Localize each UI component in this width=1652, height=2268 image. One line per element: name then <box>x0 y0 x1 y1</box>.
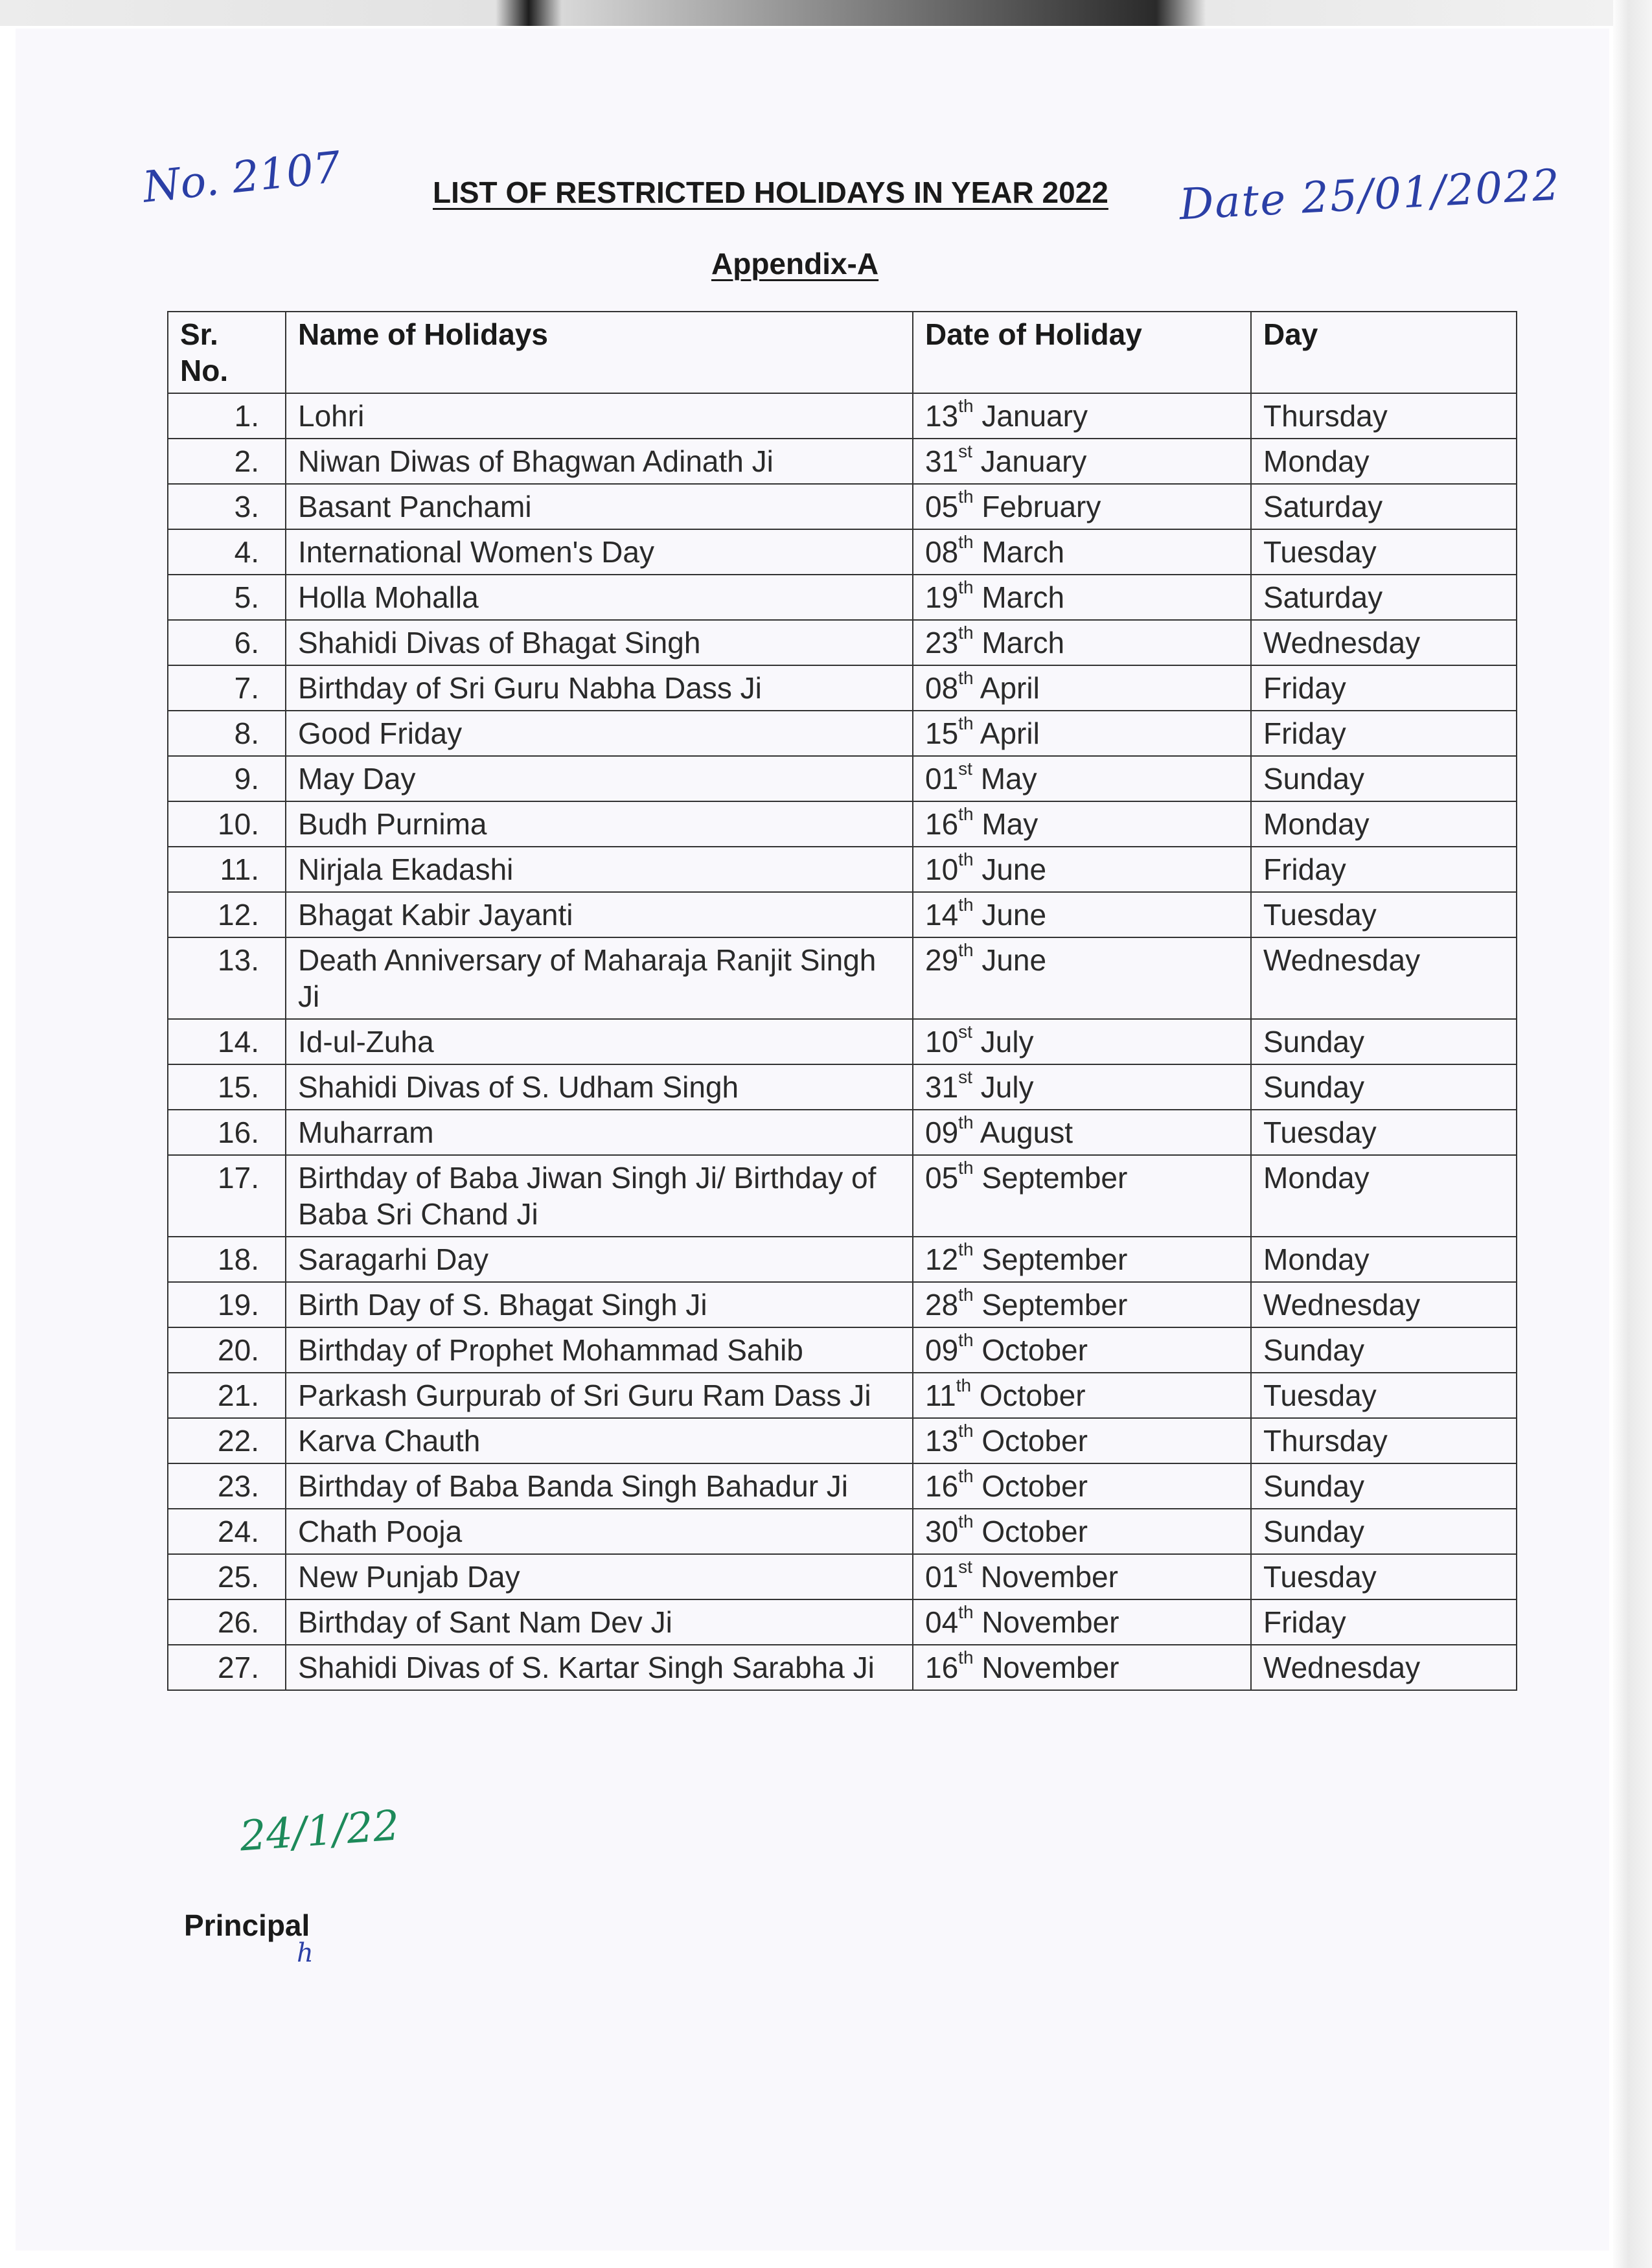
cell-sr-no: 5. <box>168 575 286 620</box>
cell-sr-no: 12. <box>168 892 286 937</box>
cell-holiday-name: May Day <box>286 756 913 801</box>
cell-holiday-name: Budh Purnima <box>286 801 913 847</box>
date-number: 15 <box>925 716 959 750</box>
cell-sr-no: 2. <box>168 439 286 484</box>
table-row <box>168 1463 1517 1509</box>
cell-sr-no: 10. <box>168 801 286 847</box>
date-month: July <box>980 1070 1034 1104</box>
cell-day: Saturday <box>1251 575 1517 620</box>
table-row <box>168 1110 1517 1155</box>
date-month: April <box>980 671 1040 705</box>
cell-sr-no: 19. <box>168 1282 286 1327</box>
cell-sr-no: 18. <box>168 1237 286 1282</box>
date-ordinal-suffix: th <box>958 1330 974 1350</box>
cell-holiday-name: Birth Day of S. Bhagat Singh Ji <box>286 1282 913 1327</box>
date-number: 23 <box>925 626 959 659</box>
date-number: 12 <box>925 1243 959 1276</box>
date-number: 05 <box>925 1161 959 1195</box>
cell-day: Tuesday <box>1251 529 1517 575</box>
cell-day: Friday <box>1251 1599 1517 1645</box>
date-month: June <box>981 898 1047 932</box>
cell-holiday-name: Nirjala Ekadashi <box>286 847 913 892</box>
cell-holiday-name: Shahidi Divas of S. Udham Singh <box>286 1064 913 1110</box>
cell-day: Tuesday <box>1251 1554 1517 1599</box>
date-ordinal-suffix: th <box>958 1602 974 1622</box>
date-month: September <box>981 1243 1128 1276</box>
date-number: 01 <box>925 1560 959 1594</box>
table-row <box>168 937 1517 1019</box>
date-month: October <box>981 1333 1088 1367</box>
table-row <box>168 711 1517 756</box>
cell-holiday-name: Shahidi Divas of Bhagat Singh <box>286 620 913 665</box>
date-ordinal-suffix: th <box>958 1158 974 1178</box>
cell-sr-no: 6. <box>168 620 286 665</box>
document-title: LIST OF RESTRICTED HOLIDAYS IN YEAR 2022 <box>433 176 1108 209</box>
cell-holiday-name: Birthday of Baba Banda Singh Bahadur Ji <box>286 1463 913 1509</box>
date-ordinal-suffix: th <box>958 940 974 960</box>
date-ordinal-suffix: th <box>958 1421 974 1441</box>
cell-holiday-name: Holla Mohalla <box>286 575 913 620</box>
cell-day: Monday <box>1251 1155 1517 1237</box>
date-month: May <box>980 762 1037 796</box>
cell-holiday-name: Chath Pooja <box>286 1509 913 1554</box>
cell-date <box>913 1645 1251 1690</box>
cell-holiday-name: Good Friday <box>286 711 913 756</box>
handwritten-date: Date 25/01/2022 <box>1178 159 1562 230</box>
date-number: 29 <box>925 943 959 977</box>
header-day: Day <box>1251 312 1517 393</box>
date-month: June <box>981 943 1047 977</box>
table-row <box>168 756 1517 801</box>
cell-date <box>913 484 1251 529</box>
cell-day: Wednesday <box>1251 937 1517 1019</box>
cell-sr-no: 23. <box>168 1463 286 1509</box>
cell-date <box>913 1599 1251 1645</box>
date-ordinal-suffix: th <box>958 487 974 507</box>
handwritten-reference-no: No. 2107 <box>140 142 343 212</box>
table-row <box>168 1509 1517 1554</box>
cell-sr-no: 27. <box>168 1645 286 1690</box>
cell-date <box>913 1418 1251 1463</box>
date-ordinal-suffix: st <box>958 759 972 779</box>
table-row <box>168 1019 1517 1064</box>
date-number: 13 <box>925 399 959 433</box>
date-ordinal-suffix: th <box>958 532 974 552</box>
date-month: August <box>980 1116 1073 1149</box>
table-body <box>168 393 1517 1690</box>
cell-sr-no: 11. <box>168 847 286 892</box>
date-ordinal-suffix: th <box>958 849 974 869</box>
header-sr-no: Sr. No. <box>168 312 286 393</box>
cell-date <box>913 892 1251 937</box>
cell-holiday-name: Birthday of Baba Jiwan Singh Ji/ Birthday of Baba Sri Chand Ji <box>286 1155 913 1237</box>
cell-holiday-name: Saragarhi Day <box>286 1237 913 1282</box>
table-row <box>168 892 1517 937</box>
table-row <box>168 1373 1517 1418</box>
cell-sr-no: 14. <box>168 1019 286 1064</box>
date-number: 09 <box>925 1333 959 1367</box>
cell-date <box>913 393 1251 439</box>
table-row <box>168 1554 1517 1599</box>
cell-sr-no: 26. <box>168 1599 286 1645</box>
cell-day: Sunday <box>1251 1509 1517 1554</box>
table-row <box>168 665 1517 711</box>
cell-day: Friday <box>1251 665 1517 711</box>
header-date: Date of Holiday <box>913 312 1251 393</box>
date-month: March <box>981 626 1065 659</box>
scanner-edge-top <box>0 0 1652 26</box>
date-number: 16 <box>925 1469 959 1503</box>
date-month: July <box>980 1025 1034 1059</box>
table-row <box>168 620 1517 665</box>
cell-date <box>913 801 1251 847</box>
cell-holiday-name: Muharram <box>286 1110 913 1155</box>
date-number: 30 <box>925 1515 959 1548</box>
date-number: 09 <box>925 1116 959 1149</box>
cell-holiday-name: Basant Panchami <box>286 484 913 529</box>
date-ordinal-suffix: th <box>958 1511 974 1531</box>
cell-date <box>913 1110 1251 1155</box>
cell-day: Sunday <box>1251 756 1517 801</box>
date-number: 31 <box>925 444 959 478</box>
cell-date <box>913 1463 1251 1509</box>
date-number: 05 <box>925 490 959 523</box>
handwritten-initial: h <box>297 1938 314 1968</box>
date-ordinal-suffix: st <box>958 1067 972 1087</box>
scanner-edge-right <box>1613 0 1652 2268</box>
table-header-row <box>168 312 1517 393</box>
cell-date <box>913 1327 1251 1373</box>
date-ordinal-suffix: st <box>958 1557 972 1577</box>
cell-sr-no: 16. <box>168 1110 286 1155</box>
date-number: 11 <box>925 1379 956 1412</box>
date-number: 14 <box>925 898 959 932</box>
date-ordinal-suffix: th <box>956 1375 972 1395</box>
cell-day: Monday <box>1251 801 1517 847</box>
table-row <box>168 801 1517 847</box>
date-ordinal-suffix: th <box>958 1239 974 1259</box>
cell-holiday-name: Id-ul-Zuha <box>286 1019 913 1064</box>
cell-sr-no: 9. <box>168 756 286 801</box>
date-ordinal-suffix: st <box>958 441 972 461</box>
cell-day: Sunday <box>1251 1064 1517 1110</box>
cell-date <box>913 439 1251 484</box>
cell-date <box>913 937 1251 1019</box>
date-number: 28 <box>925 1288 959 1322</box>
cell-day: Tuesday <box>1251 1110 1517 1155</box>
signatory-label: Principal <box>184 1908 310 1942</box>
table-row <box>168 1237 1517 1282</box>
cell-day: Thursday <box>1251 393 1517 439</box>
table-row <box>168 1418 1517 1463</box>
cell-holiday-name: Birthday of Sri Guru Nabha Dass Ji <box>286 665 913 711</box>
table-row <box>168 1064 1517 1110</box>
date-number: 04 <box>925 1605 959 1639</box>
cell-date <box>913 1237 1251 1282</box>
date-number: 01 <box>925 762 959 796</box>
table-row <box>168 575 1517 620</box>
cell-day: Wednesday <box>1251 1282 1517 1327</box>
cell-sr-no: 4. <box>168 529 286 575</box>
cell-day: Wednesday <box>1251 620 1517 665</box>
date-month: February <box>981 490 1101 523</box>
date-month: May <box>981 807 1038 841</box>
date-month: June <box>981 853 1047 886</box>
date-ordinal-suffix: th <box>958 1466 974 1486</box>
cell-day: Monday <box>1251 439 1517 484</box>
cell-holiday-name: Shahidi Divas of S. Kartar Singh Sarabha Ji <box>286 1645 913 1690</box>
cell-holiday-name: Bhagat Kabir Jayanti <box>286 892 913 937</box>
cell-sr-no: 15. <box>168 1064 286 1110</box>
cell-holiday-name: New Punjab Day <box>286 1554 913 1599</box>
date-month: April <box>980 716 1040 750</box>
cell-day: Sunday <box>1251 1019 1517 1064</box>
cell-day: Tuesday <box>1251 1373 1517 1418</box>
date-month: November <box>981 1605 1119 1639</box>
cell-sr-no: 17. <box>168 1155 286 1237</box>
cell-day: Friday <box>1251 711 1517 756</box>
date-month: November <box>980 1560 1118 1594</box>
cell-day: Wednesday <box>1251 1645 1517 1690</box>
cell-date <box>913 1282 1251 1327</box>
cell-holiday-name: Birthday of Sant Nam Dev Ji <box>286 1599 913 1645</box>
cell-date <box>913 665 1251 711</box>
date-ordinal-suffix: th <box>958 577 974 597</box>
cell-sr-no: 22. <box>168 1418 286 1463</box>
table-row <box>168 847 1517 892</box>
holidays-table <box>167 311 1517 1691</box>
cell-date <box>913 1554 1251 1599</box>
date-number: 16 <box>925 1651 959 1684</box>
cell-date <box>913 575 1251 620</box>
handwritten-signature: 24/1/22 <box>238 1802 401 1861</box>
cell-day: Sunday <box>1251 1327 1517 1373</box>
cell-sr-no: 25. <box>168 1554 286 1599</box>
date-month: March <box>981 535 1065 569</box>
cell-holiday-name: Birthday of Prophet Mohammad Sahib <box>286 1327 913 1373</box>
date-month: November <box>981 1651 1119 1684</box>
date-number: 10 <box>925 1025 959 1059</box>
date-ordinal-suffix: th <box>958 668 974 688</box>
date-number: 08 <box>925 535 959 569</box>
table-row <box>168 1155 1517 1237</box>
cell-holiday-name: International Women's Day <box>286 529 913 575</box>
date-month: October <box>981 1424 1088 1458</box>
table-row <box>168 1599 1517 1645</box>
date-ordinal-suffix: th <box>958 1285 974 1305</box>
cell-sr-no: 21. <box>168 1373 286 1418</box>
date-month: September <box>981 1288 1128 1322</box>
table-row <box>168 1282 1517 1327</box>
cell-sr-no: 3. <box>168 484 286 529</box>
date-ordinal-suffix: th <box>958 895 974 915</box>
date-month: September <box>981 1161 1128 1195</box>
date-month: October <box>979 1379 1086 1412</box>
cell-holiday-name: Niwan Diwas of Bhagwan Adinath Ji <box>286 439 913 484</box>
date-ordinal-suffix: th <box>958 1647 974 1667</box>
date-ordinal-suffix: th <box>958 623 974 643</box>
date-ordinal-suffix: st <box>958 1022 972 1042</box>
cell-sr-no: 20. <box>168 1327 286 1373</box>
cell-sr-no: 1. <box>168 393 286 439</box>
cell-sr-no: 8. <box>168 711 286 756</box>
cell-day: Saturday <box>1251 484 1517 529</box>
cell-holiday-name: Karva Chauth <box>286 1418 913 1463</box>
date-number: 31 <box>925 1070 959 1104</box>
cell-holiday-name: Death Anniversary of Maharaja Ranjit Singh Ji <box>286 937 913 1019</box>
cell-date <box>913 1019 1251 1064</box>
cell-holiday-name: Parkash Gurpurab of Sri Guru Ram Dass Ji <box>286 1373 913 1418</box>
cell-date <box>913 711 1251 756</box>
cell-day: Thursday <box>1251 1418 1517 1463</box>
header-name: Name of Holidays <box>286 312 913 393</box>
date-ordinal-suffix: th <box>958 713 974 733</box>
cell-date <box>913 1509 1251 1554</box>
cell-date <box>913 847 1251 892</box>
cell-date <box>913 756 1251 801</box>
date-ordinal-suffix: th <box>958 396 974 416</box>
cell-sr-no: 24. <box>168 1509 286 1554</box>
date-number: 08 <box>925 671 959 705</box>
cell-day: Sunday <box>1251 1463 1517 1509</box>
date-number: 19 <box>925 580 959 614</box>
date-number: 16 <box>925 807 959 841</box>
date-number: 10 <box>925 853 959 886</box>
cell-holiday-name: Lohri <box>286 393 913 439</box>
cell-sr-no: 7. <box>168 665 286 711</box>
cell-date <box>913 1155 1251 1237</box>
table-row <box>168 393 1517 439</box>
cell-date <box>913 1064 1251 1110</box>
table-row <box>168 529 1517 575</box>
date-ordinal-suffix: th <box>958 804 974 824</box>
date-month: January <box>980 444 1087 478</box>
cell-sr-no: 13. <box>168 937 286 1019</box>
appendix-heading: Appendix-A <box>711 247 879 281</box>
cell-day: Tuesday <box>1251 892 1517 937</box>
table-row <box>168 1327 1517 1373</box>
table-row <box>168 1645 1517 1690</box>
date-month: October <box>981 1515 1088 1548</box>
date-ordinal-suffix: th <box>958 1112 974 1132</box>
table-row <box>168 439 1517 484</box>
date-month: January <box>981 399 1088 433</box>
cell-date <box>913 529 1251 575</box>
cell-date <box>913 1373 1251 1418</box>
date-month: October <box>981 1469 1088 1503</box>
cell-day: Friday <box>1251 847 1517 892</box>
date-month: March <box>981 580 1065 614</box>
table-row <box>168 484 1517 529</box>
cell-date <box>913 620 1251 665</box>
cell-day: Monday <box>1251 1237 1517 1282</box>
date-number: 13 <box>925 1424 959 1458</box>
